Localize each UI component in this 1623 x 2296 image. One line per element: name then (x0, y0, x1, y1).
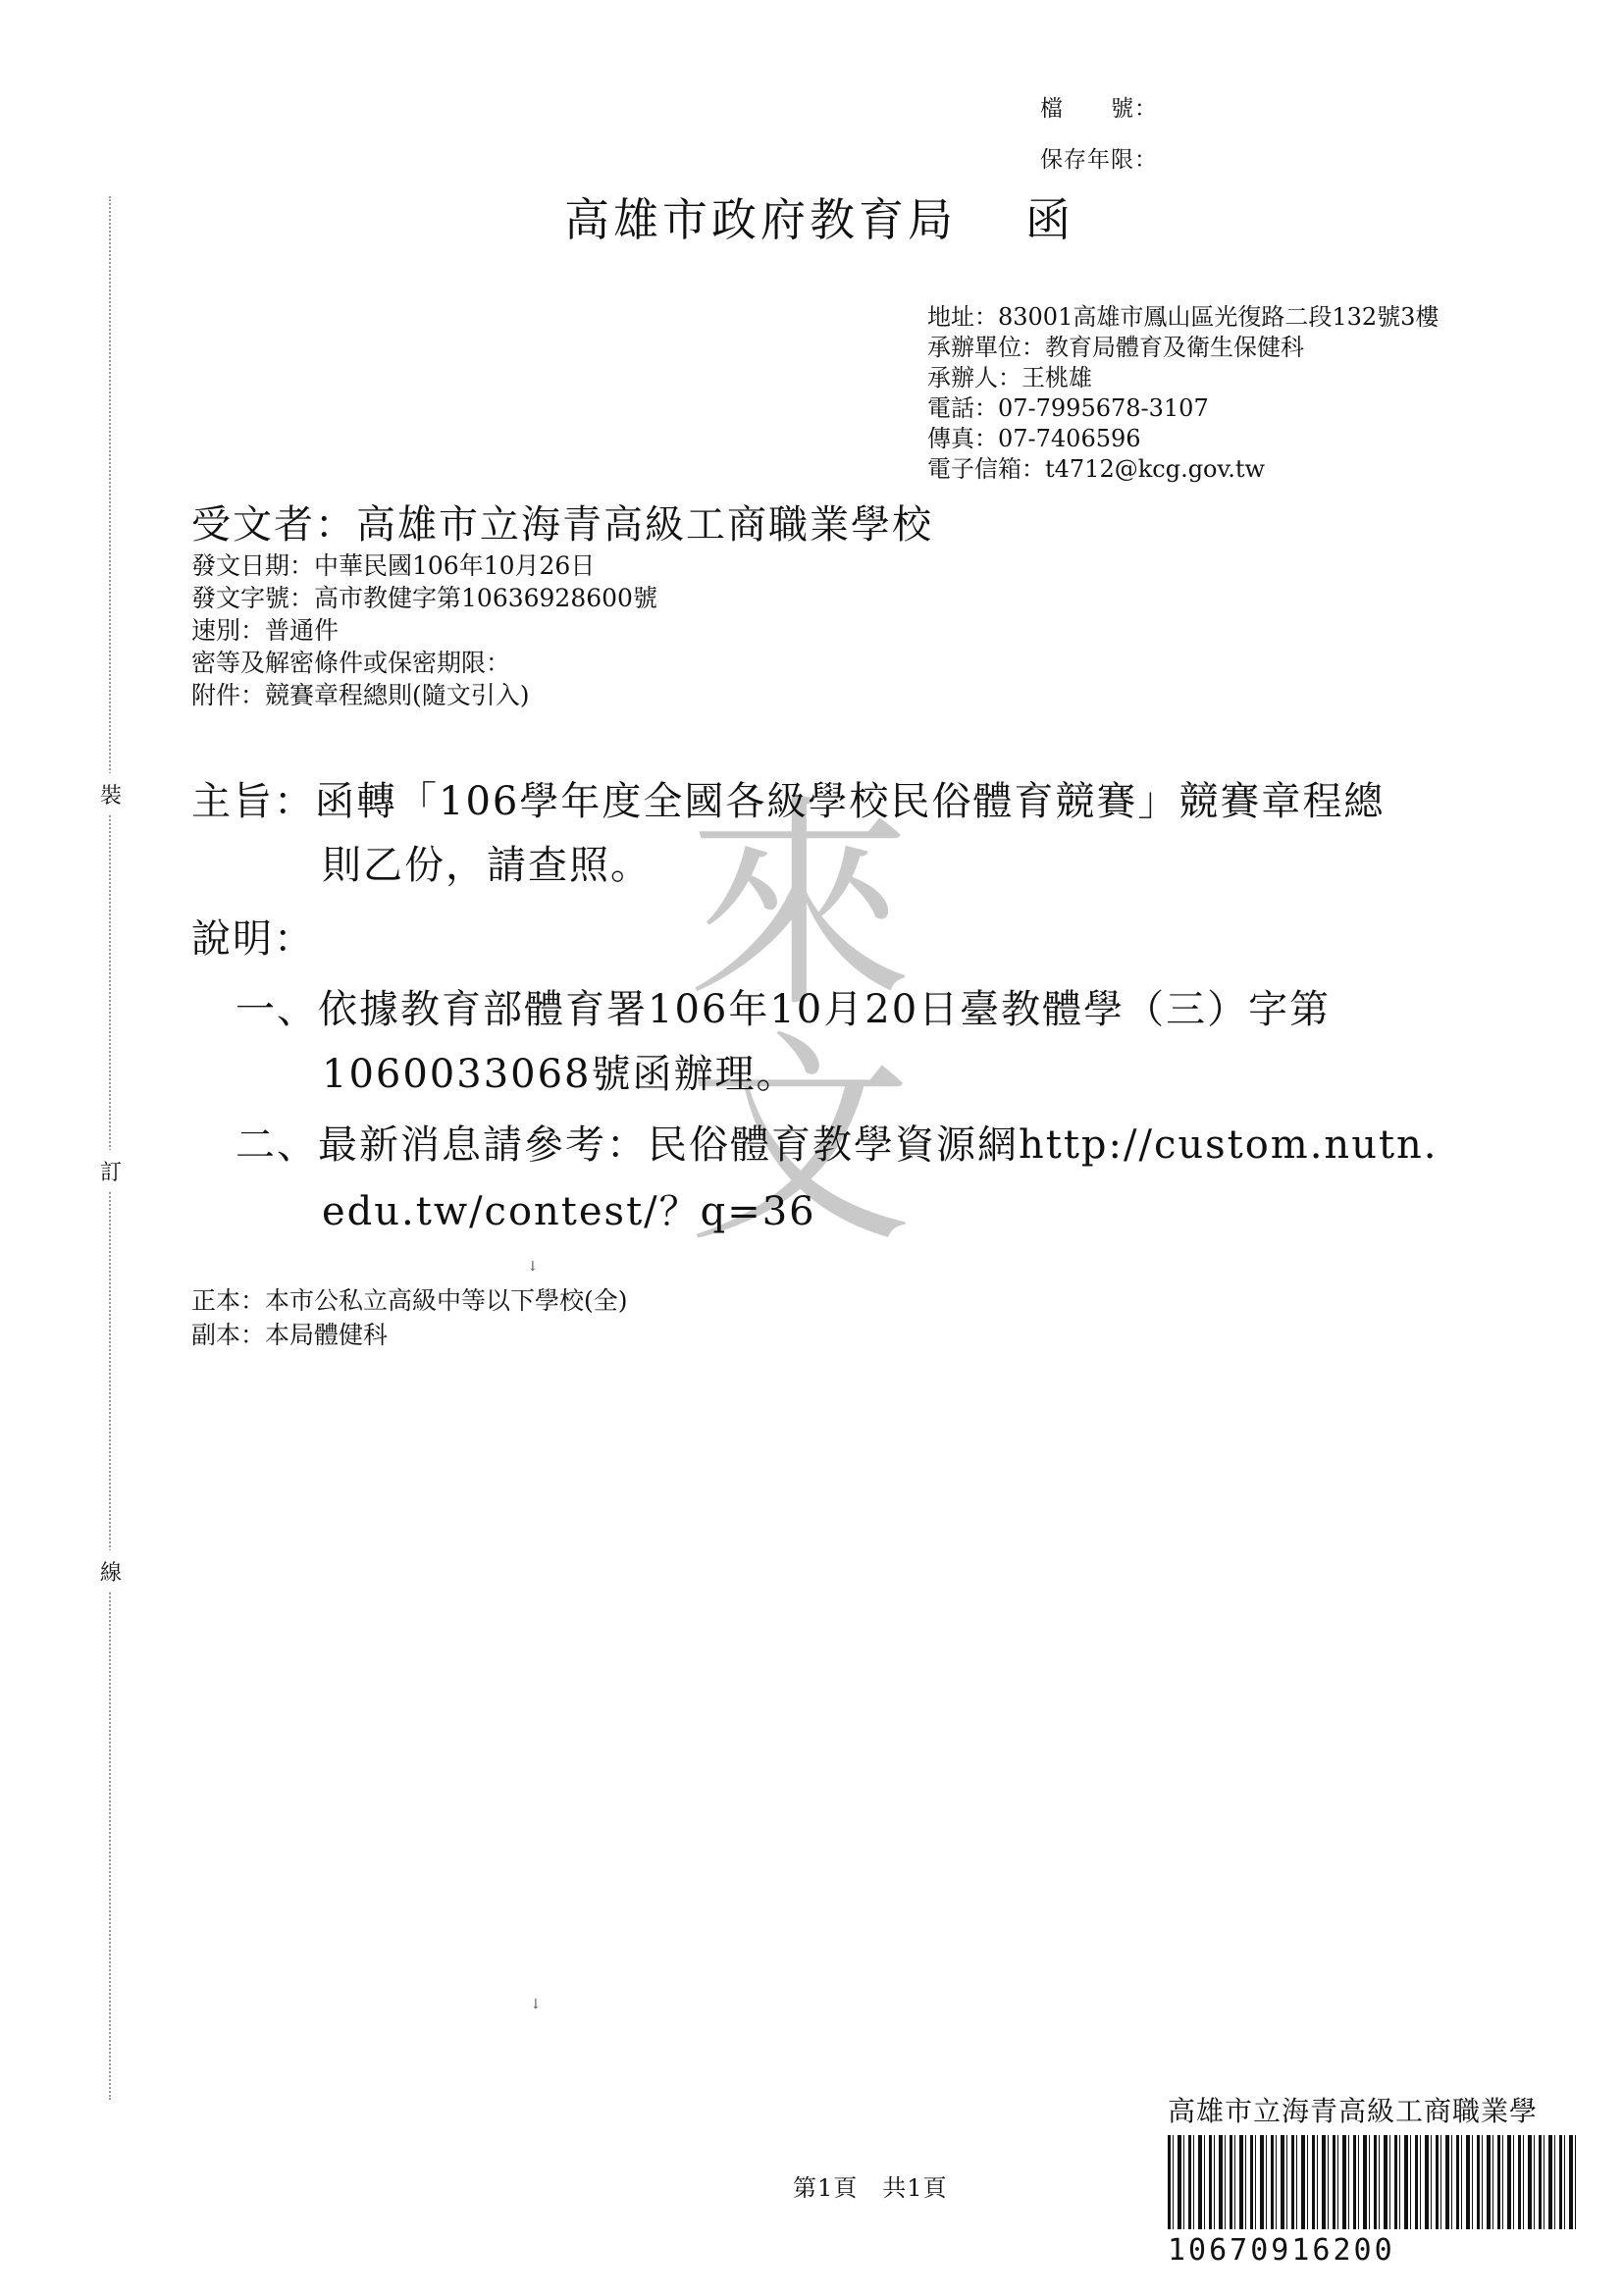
subject-line-2: 則乙份，請查照。 (322, 843, 652, 888)
binding-line (109, 196, 111, 2100)
page-number: 第1頁 共1頁 (793, 2174, 948, 2202)
recipient: 受文者：高雄市立海青高級工商職業學校 (191, 502, 933, 548)
fax: 傳真：07-7406596 (927, 425, 1141, 452)
explanation-item-1-line-1: 一、依據教育部體育署106年10月20日臺教體學（三）字第 (236, 987, 1332, 1032)
handling-unit: 承辦單位：教育局體育及衛生保健科 (927, 334, 1304, 361)
binding-mark-3: 線 (100, 1550, 122, 1592)
email: 電子信箱：t4712@kcg.gov.tw (927, 455, 1266, 483)
original-recipients: 正本：本市公私立高級中等以下學校(全) (191, 1286, 628, 1315)
issuing-agency: 高雄市政府教育局 (564, 193, 957, 246)
retention-period-label: 保存年限： (1040, 147, 1158, 173)
confidentiality: 密等及解密條件或保密期限： (191, 649, 511, 677)
explanation-item-1-line-2: 1060033068號函辦理。 (322, 1052, 798, 1097)
binding-mark-1: 裝 (100, 773, 122, 815)
explanation-heading: 說明： (191, 916, 315, 962)
explanation-item-2-line-1: 二、最新消息請參考：民俗體育教學資源網http://custom.nutn. (236, 1122, 1439, 1168)
attachment: 附件：競賽章程總則(隨文引入) (191, 681, 530, 709)
distribution (191, 1283, 628, 1352)
issue-date: 發文日期：中華民國106年10月26日 (191, 551, 596, 580)
line-marker: ↓ (527, 1259, 539, 1275)
handling-officer: 承辦人：王桃雄 (927, 364, 1092, 391)
explanation-item-2-line-2: edu.tw/contest/？q=36 (322, 1189, 816, 1234)
document-meta (191, 549, 657, 711)
received-stamp-char-2: 文 (687, 1012, 914, 1274)
document-title (564, 184, 1074, 249)
phone: 電話：07-7995678-3107 (927, 394, 1209, 422)
binding-mark-2: 訂 (100, 1150, 122, 1192)
barcode-icon (1168, 2135, 1580, 2229)
reference-number: 發文字號：高市教健字第10636928600號 (191, 584, 657, 612)
subject-line-1: 主旨：函轉「106學年度全國各級學校民俗體育競賽」競賽章程總 (191, 779, 1386, 824)
barcode-block (1168, 2090, 1599, 2286)
document-type: 函 (1025, 193, 1074, 246)
file-number-label: 檔 號： (1040, 96, 1158, 122)
priority: 速別：普通件 (191, 616, 340, 645)
barcode-school-name: 高雄市立海青高級工商職業學 (1168, 2095, 1539, 2127)
copy-recipients: 副本：本局體健科 (191, 1321, 389, 1349)
line-marker: ↓ (530, 1997, 542, 2012)
barcode-number: 10670916200 (1168, 2233, 1395, 2268)
address: 地址：83001高雄市鳳山區光復路二段132號3樓 (927, 303, 1440, 331)
received-stamp-char-1: 來 (687, 776, 914, 1038)
contact-block (927, 302, 1439, 485)
